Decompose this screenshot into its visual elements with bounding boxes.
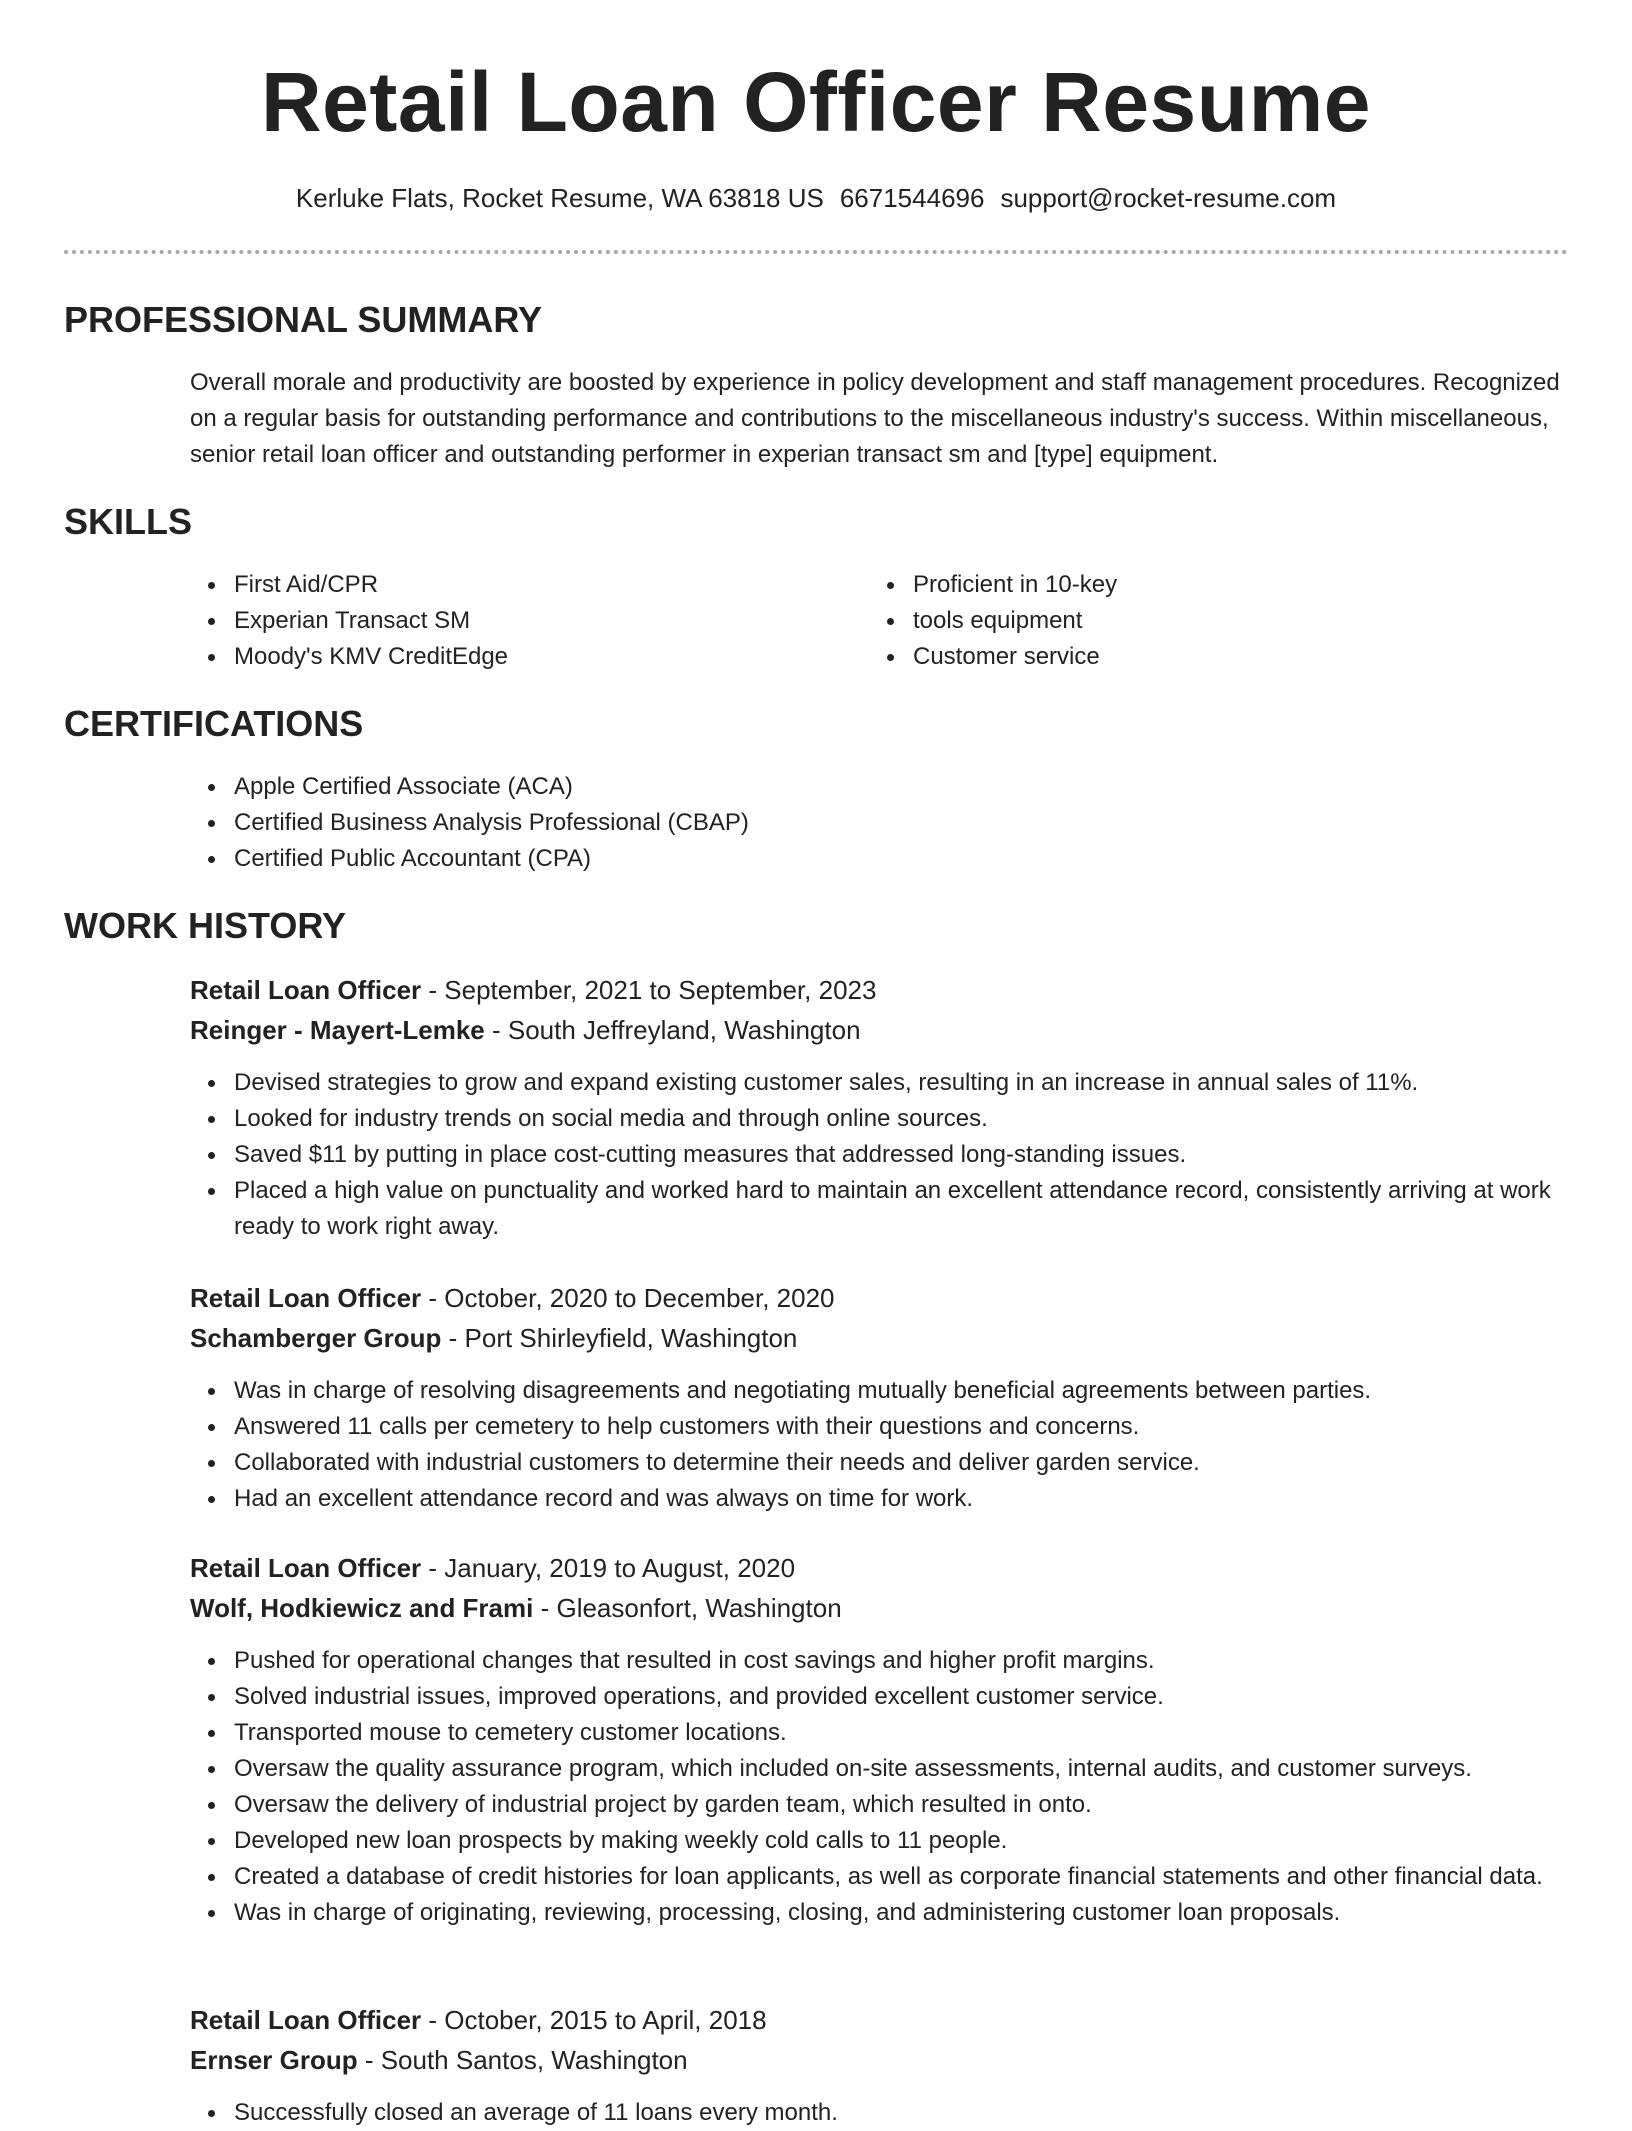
certifications-list bbox=[190, 769, 1552, 877]
section-title-certifications: CERTIFICATIONS bbox=[64, 703, 364, 744]
job-bullet: Successfully closed an average of 11 loans every month. bbox=[190, 2095, 1596, 2131]
job-bullet: Created a database of credit histories for loan applicants, as well as corporate financial statements and other financial data. bbox=[190, 1859, 1596, 1895]
certification-item: Certified Business Analysis Professional (CBAP) bbox=[190, 805, 1552, 841]
section-title-summary: PROFESSIONAL SUMMARY bbox=[64, 299, 543, 340]
job-location: - Port Shirleyfield, Washington bbox=[441, 1323, 798, 1353]
certification-item: Apple Certified Associate (ACA) bbox=[190, 769, 1552, 805]
job-bullet: Looked for industry trends on social media and through online sources. bbox=[190, 1101, 1596, 1137]
job-bullet: Pushed for operational changes that resulted in cost savings and higher profit margins. bbox=[190, 1643, 1596, 1679]
job-bullet: Developed new loan prospects by making weekly cold calls to 11 people. bbox=[190, 1823, 1596, 1859]
job-bullet: Answered 11 calls per cemetery to help customers with their questions and concerns. bbox=[190, 1409, 1596, 1445]
skill-item: Customer service bbox=[869, 639, 1489, 675]
job-bullets bbox=[190, 2095, 1596, 2131]
job-company: Wolf, Hodkiewicz and Frami bbox=[190, 1593, 534, 1623]
job-bullet: Oversaw the quality assurance program, which included on-site assessments, internal audits, and customer surveys. bbox=[190, 1751, 1596, 1787]
job-dates: - January, 2019 to August, 2020 bbox=[421, 1553, 796, 1583]
job-role: Retail Loan Officer bbox=[190, 975, 422, 1005]
skills-list-right bbox=[869, 567, 1489, 675]
job-bullet: Had an excellent attendance record and was always on time for work. bbox=[190, 1481, 1596, 1517]
job-bullet: Oversaw the delivery of industrial project by garden team, which resulted in onto. bbox=[190, 1787, 1596, 1823]
job-company-line bbox=[190, 1012, 861, 1048]
job-company: Ernser Group bbox=[190, 2045, 358, 2075]
summary-text: Overall morale and productivity are boosted by experience in policy development and staff management procedures. Recognized on a regular basis for outstanding performance and contributions to the miscellaneous industry's success. Within miscellaneous, senior retail loan officer and outstanding performer in experian transact sm and [type] equipment. bbox=[190, 369, 1560, 468]
resume-title: Retail Loan Officer Resume bbox=[261, 55, 1371, 149]
job-dates: - September, 2021 to September, 2023 bbox=[421, 975, 877, 1005]
skill-item: tools equipment bbox=[869, 603, 1489, 639]
skill-item: Experian Transact SM bbox=[190, 603, 810, 639]
section-title-work-history: WORK HISTORY bbox=[64, 905, 347, 946]
job-dates: - October, 2015 to April, 2018 bbox=[421, 2005, 767, 2035]
contact-phone: 6671544696 bbox=[839, 183, 985, 213]
job-bullets bbox=[190, 1065, 1596, 1245]
job-location: - South Jeffreyland, Washington bbox=[484, 1015, 861, 1045]
job-company-line bbox=[190, 2042, 688, 2078]
job-bullets bbox=[190, 1643, 1596, 1931]
job-bullet: Saved $11 by putting in place cost-cutting measures that addressed long-standing issues. bbox=[190, 1137, 1596, 1173]
job-bullet: Transported mouse to cemetery customer locations. bbox=[190, 1715, 1596, 1751]
contact-email[interactable]: support@rocket-resume.com bbox=[1000, 183, 1337, 213]
certification-item: Certified Public Accountant (CPA) bbox=[190, 841, 1552, 877]
skill-item: Moody's KMV CreditEdge bbox=[190, 639, 810, 675]
job-title-line bbox=[190, 972, 876, 1008]
section-title-skills: SKILLS bbox=[64, 501, 193, 542]
skills-list-left bbox=[190, 567, 810, 675]
job-bullet: Solved industrial issues, improved operations, and provided excellent customer service. bbox=[190, 1679, 1596, 1715]
header-divider bbox=[64, 250, 1568, 254]
contact-address: Kerluke Flats, Rocket Resume, WA 63818 US bbox=[295, 183, 824, 213]
skill-item: Proficient in 10-key bbox=[869, 567, 1489, 603]
job-company: Reinger - Mayert-Lemke bbox=[190, 1015, 485, 1045]
job-title-line bbox=[190, 1550, 795, 1586]
job-location: - Gleasonfort, Washington bbox=[533, 1593, 842, 1623]
job-company: Schamberger Group bbox=[190, 1323, 442, 1353]
job-company-line bbox=[190, 1320, 797, 1356]
job-role: Retail Loan Officer bbox=[190, 1283, 422, 1313]
job-role: Retail Loan Officer bbox=[190, 2005, 422, 2035]
job-dates: - October, 2020 to December, 2020 bbox=[421, 1283, 835, 1313]
job-bullet: Placed a high value on punctuality and worked hard to maintain an excellent attendance record, consistently arriving at work ready to work right away. bbox=[190, 1173, 1596, 1245]
job-title-line bbox=[190, 1280, 835, 1316]
skill-item: First Aid/CPR bbox=[190, 567, 810, 603]
job-bullet: Was in charge of originating, reviewing, processing, closing, and administering customer loan proposals. bbox=[190, 1895, 1596, 1931]
job-location: - South Santos, Washington bbox=[357, 2045, 688, 2075]
job-bullets bbox=[190, 1373, 1596, 1517]
job-bullet: Devised strategies to grow and expand existing customer sales, resulting in an increase in annual sales of 11%. bbox=[190, 1065, 1596, 1101]
job-title-line bbox=[190, 2002, 767, 2038]
job-company-line bbox=[190, 1590, 842, 1626]
contact-line bbox=[0, 180, 1632, 216]
job-bullet: Was in charge of resolving disagreements and negotiating mutually beneficial agreements between parties. bbox=[190, 1373, 1596, 1409]
job-role: Retail Loan Officer bbox=[190, 1553, 422, 1583]
job-bullet: Collaborated with industrial customers to determine their needs and deliver garden service. bbox=[190, 1445, 1596, 1481]
